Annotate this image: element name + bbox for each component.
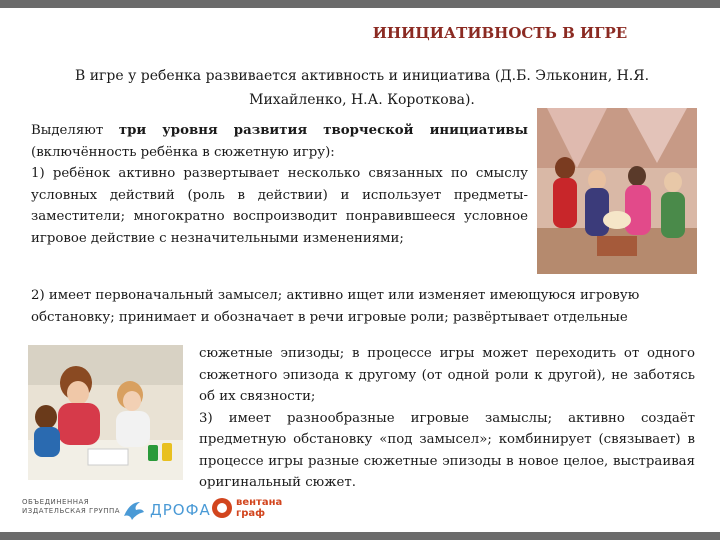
bottom-bar (0, 532, 720, 540)
level-2-text: 2) имеет первоначальный замысел; активно ищет или изменяет имеющуюся игровую обстановку; принимает и обозначает в речи игровые роли; развёртывает отдельные (31, 288, 640, 325)
drofa-bird-icon (120, 496, 148, 524)
level-2-continued-text: сюжетные эпизоды; в процессе игры может переходить от одного сюжетного эпизода к другому (от одной роли к другой), не заботясь об их связности; (199, 346, 695, 404)
publisher-group-line1: ОБЪЕДИНЕННАЯ (22, 498, 90, 506)
ventana-logo-line2: граф (236, 508, 266, 519)
intro-paragraph: В игре у ребенка развивается активность и инициатива (Д.Б. Эльконин, Н.Я. Михайленко, Н.А. Короткова). (74, 68, 650, 108)
drofa-logo-text: ДРОФА (150, 501, 211, 519)
paragraph-levels-continued (199, 343, 695, 494)
drofa-logo (120, 496, 216, 524)
publisher-group-logo (22, 498, 120, 516)
children-drawing-photo (28, 345, 183, 480)
ventana-emblem-icon (210, 496, 234, 520)
publisher-group-line2: ИЗДАТЕЛЬСКАЯ ГРУППА (22, 507, 121, 515)
levels-rest: (включённость ребёнка в сюжетную игру): (31, 144, 335, 160)
paragraph-levels-intro (31, 120, 528, 249)
level-3-text: 3) имеет разнообразные игровые замыслы; активно создаёт предметную обстановку «под замысел»; комбинирует (связывает) в процессе игры разные сюжетные эпизоды в новое целое, выстраивая оригинальный сюжет. (199, 410, 695, 490)
ventana-graf-logo (210, 496, 300, 524)
ventana-logo-line1: вентана (236, 497, 283, 508)
children-playing-photo (537, 108, 697, 274)
publisher-logos (22, 494, 302, 526)
level-1-text: 1) ребёнок активно развертывает несколько связанных по смыслу условных действий (роль в действии) и использует предметы-заместители; многократно воспроизводит понравившееся условное игровое действие с незначительными изменениями; (31, 166, 528, 246)
top-bar (0, 0, 720, 8)
levels-bold: три уровня развития творческой инициативы (118, 123, 528, 138)
page-title: ИНИЦИАТИВНОСТЬ В ИГРЕ (372, 24, 628, 42)
levels-lead: Выделяют (31, 123, 119, 138)
